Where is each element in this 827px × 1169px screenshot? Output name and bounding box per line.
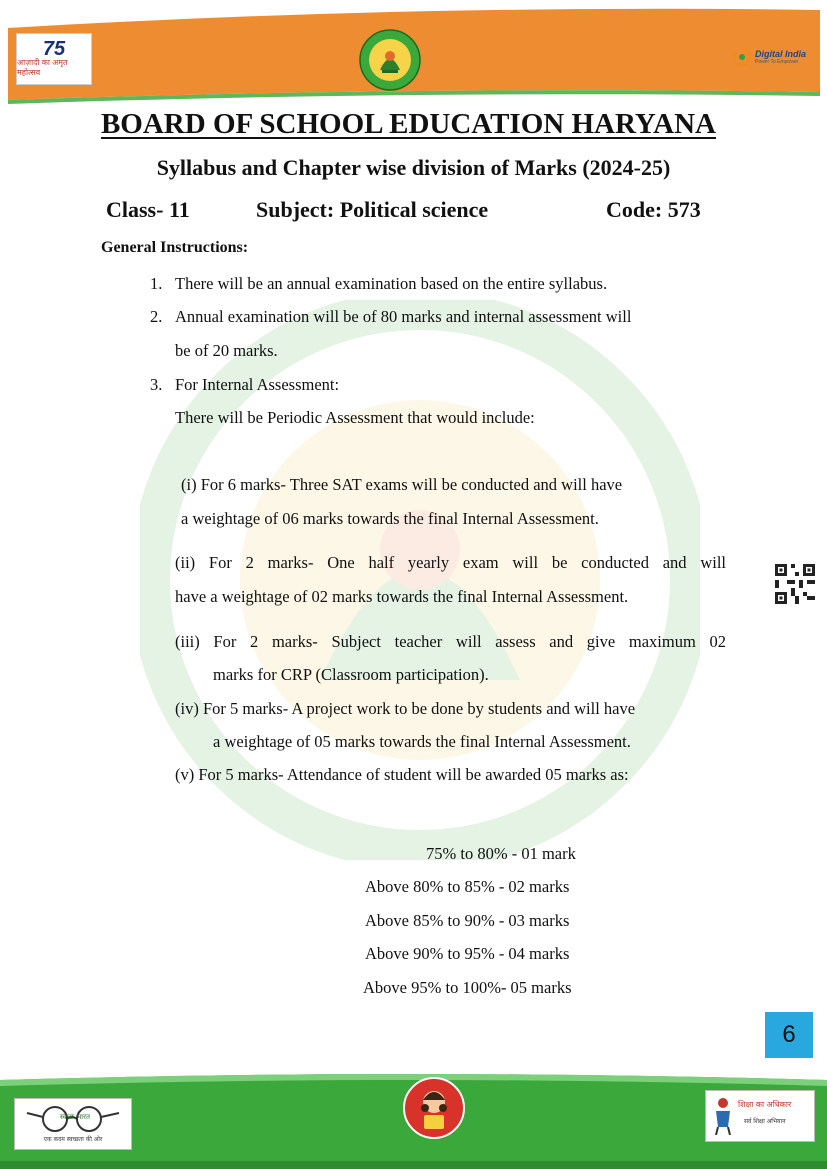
general-instructions-heading: General Instructions: (101, 239, 249, 256)
attendance-row-4: Above 90% to 95% - 04 marks (365, 944, 570, 963)
subject-label: Subject: Political science (256, 197, 489, 222)
attendance-row-1: 75% to 80% - 01 mark (426, 844, 576, 863)
assessment-i-line-2: a weightage of 06 marks towards the final Internal Assessment. (181, 509, 599, 528)
instruction-number-3: 3. (150, 375, 163, 394)
digital-india-icon (732, 47, 752, 67)
attendance-row-3: Above 85% to 90% - 03 marks (365, 911, 570, 930)
instruction-3: For Internal Assessment: (175, 375, 340, 394)
instruction-number-1: 1. (150, 274, 163, 293)
azadi-ka-amrit-mahotsav-logo: 75 आज़ादी का अमृत महोत्सव (16, 33, 92, 85)
syllabus-subtitle: Syllabus and Chapter wise division of Marks (2024-25) (156, 155, 671, 180)
attendance-row-5: Above 95% to 100%- 05 marks (363, 978, 572, 997)
assessment-iv-line-1: (iv) For 5 marks- A project work to be done by students and will have (175, 699, 636, 718)
children-icon (710, 1097, 736, 1135)
class-label: Class- 11 (106, 197, 190, 222)
assessment-v: (v) For 5 marks- Attendance of student will be awarded 05 marks as: (175, 765, 629, 784)
digital-india-logo: Digital India Power To Empower (732, 40, 812, 74)
instruction-1: There will be an annual examination based on the entire syllabus. (175, 274, 608, 293)
assessment-ii-line-2: have a weightage of 02 marks towards the final Internal Assessment. (175, 587, 629, 606)
instruction-2-line-1: Annual examination will be of 80 marks and internal assessment will (175, 307, 632, 326)
shiksha-ka-adhikar-logo: शिक्षा का अधिकार सर्व शिक्षा अभियान (705, 1090, 815, 1142)
board-title: BOARD OF SCHOOL EDUCATION HARYANA (100, 108, 717, 140)
beti-bachao-logo-icon (402, 1072, 466, 1152)
page-number: 6 (765, 1012, 813, 1058)
assessment-i-line-1: (i) For 6 marks- Three SAT exams will be conducted and will have (181, 475, 623, 494)
bseh-emblem-icon (358, 28, 422, 92)
qr-code-icon[interactable] (775, 563, 815, 605)
assessment-ii-line-1: (ii) For 2 marks- One half yearly exam will be conducted and will (175, 553, 726, 572)
swachh-bharat-logo: स्वच्छ भारत एक कदम स्वच्छता की ओर (14, 1098, 132, 1150)
instruction-2-line-2: be of 20 marks. (175, 341, 278, 360)
assessment-iii-line-1: (iii) For 2 marks- Subject teacher will assess and give maximum 02 (175, 632, 726, 651)
instruction-number-2: 2. (150, 307, 163, 326)
attendance-row-2: Above 80% to 85% - 02 marks (365, 877, 570, 896)
assessment-iii-line-2: marks for CRP (Classroom participation). (213, 665, 489, 684)
instruction-3-sub: There will be Periodic Assessment that would include: (175, 408, 535, 427)
code-label: Code: 573 (606, 197, 701, 222)
assessment-iv-line-2: a weightage of 05 marks towards the final Internal Assessment. (213, 732, 631, 751)
